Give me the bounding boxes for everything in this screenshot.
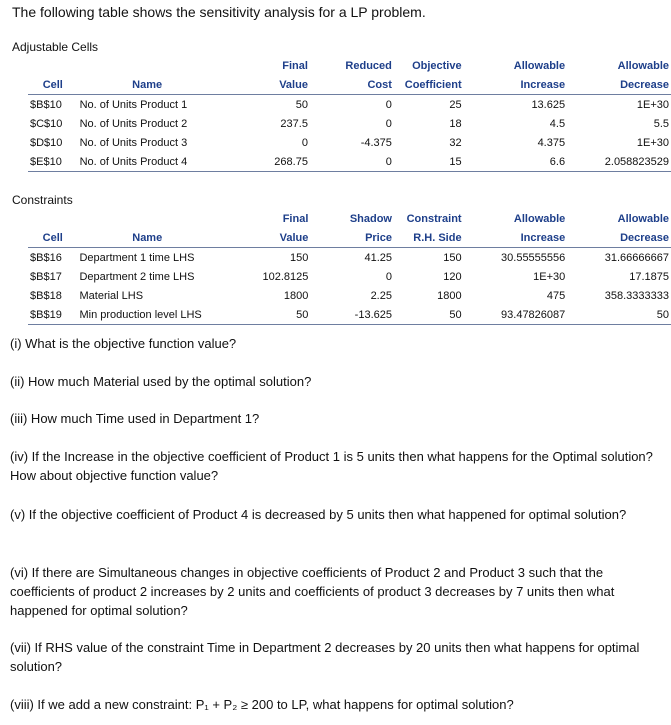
table-cell: Department 2 time LHS (79, 270, 195, 283)
table-cell: -4.375 (360, 136, 392, 149)
table-cell: 50 (394, 305, 464, 325)
table-cell: 1800 (283, 289, 309, 302)
table-cell: 50 (295, 98, 308, 111)
header-cell: Value (217, 228, 310, 248)
table-cell: $E$10 (28, 152, 78, 172)
table-cell: 41.25 (364, 251, 392, 264)
question-viii: (viii) If we add a new constraint: P₁ + P₂ ≥ 200 to LP, what happens for optimal solution? (10, 697, 514, 712)
header-cell: Name (77, 228, 217, 248)
table-cell: 358.3333333 (604, 289, 669, 302)
table-cell: 237.5 (280, 117, 308, 130)
table-header-row (28, 209, 671, 228)
table-cell: 120 (443, 270, 462, 283)
header-cell: Coefficient (394, 75, 464, 95)
table-cell: No. of Units Product 2 (79, 117, 188, 130)
table-cell: 6.6 (464, 152, 567, 172)
table-row (28, 286, 671, 305)
adjustable-cells-title: Adjustable Cells (12, 40, 99, 54)
table-cell: 50 (217, 305, 310, 325)
header-cell: Final (282, 59, 308, 72)
header-cell: Cell (28, 228, 77, 248)
table-cell: $D$10 (30, 136, 63, 149)
table-cell: 5.5 (653, 117, 669, 130)
table-cell: 268.75 (217, 152, 310, 172)
header-cell: Name (78, 75, 217, 95)
header-cell: Allowable (617, 59, 669, 72)
header-cell: Allowable (513, 212, 566, 225)
header-cell: Increase (464, 75, 567, 95)
question-v: (v) If the objective coefficient of Product 4 is decreased by 5 units then what happened for optimal solution? (10, 507, 627, 522)
intro-text: The following table shows the sensitivity analysis for a LP problem. (12, 4, 426, 20)
table-cell: 0 (385, 270, 392, 283)
table-cell: 32 (449, 136, 462, 149)
header-cell: Decrease (567, 228, 671, 248)
table-cell: No. of Units Product 1 (79, 98, 188, 111)
header-cell (77, 209, 217, 228)
table-cell: 2.058823529 (567, 152, 671, 172)
table-cell: Material LHS (79, 289, 144, 302)
table-cell: $C$10 (30, 117, 63, 130)
table-cell: 475 (546, 289, 566, 302)
table-cell: 15 (394, 152, 464, 172)
table-cell: 1800 (437, 289, 462, 302)
table-cell: 4.375 (537, 136, 566, 149)
table-header-row (28, 56, 671, 75)
question-ii: (ii) How much Material used by the optimal solution? (10, 374, 312, 389)
header-cell: Price (310, 228, 394, 248)
table-cell: 0 (301, 136, 308, 149)
table-cell: $B$16 (30, 251, 62, 264)
table-header-row (28, 75, 671, 95)
header-cell (28, 209, 77, 228)
header-cell: Allowable (617, 212, 669, 225)
question-vi: (vi) If there are Simultaneous changes in objective coefficients of Product 2 and Product 3 such that the coefficients of product 2 increases by 2 units and coefficients of product 3 decreases by 7 units then what happened for optimal solution? (10, 565, 615, 618)
header-cell: Cell (28, 75, 78, 95)
table-row (28, 133, 671, 152)
table-cell: 17.1875 (629, 270, 669, 283)
table-cell: -13.625 (310, 305, 394, 325)
table-cell: No. of Units Product 3 (79, 136, 188, 149)
table-cell: $B$17 (30, 270, 62, 283)
header-cell: Value (217, 75, 310, 95)
table-cell: 150 (443, 251, 462, 264)
table-cell: 25 (449, 98, 462, 111)
header-cell: Shadow (349, 212, 392, 225)
header-cell: Increase (464, 228, 568, 248)
table-cell: $B$19 (28, 305, 77, 325)
table-cell: 13.625 (531, 98, 566, 111)
constraints-table (28, 209, 671, 325)
header-cell: Objective (412, 59, 462, 72)
table-cell: No. of Units Product 4 (78, 152, 217, 172)
constraints-title: Constraints (12, 193, 73, 207)
table-cell: 1E+30 (636, 136, 669, 149)
table-cell: Min production level LHS (77, 305, 217, 325)
table-cell: Department 1 time LHS (79, 251, 195, 264)
table-header-row (28, 228, 671, 248)
question-iv: (iv) If the Increase in the objective coefficient of Product 1 is 5 units then what happens for the Optimal solution? How about objective function value? (10, 449, 653, 483)
table-row (28, 114, 671, 133)
header-cell: Allowable (513, 59, 566, 72)
header-cell (78, 56, 217, 75)
header-cell: Constraint (406, 212, 462, 225)
table-cell: $B$18 (30, 289, 62, 302)
header-cell: Final (282, 212, 309, 225)
table-row (28, 248, 671, 268)
question-vii: (vii) If RHS value of the constraint Time in Department 2 decreases by 20 units then what happens for optimal solution? (10, 640, 640, 674)
header-cell: Cost (310, 75, 394, 95)
table-cell: 2.25 (370, 289, 392, 302)
table-cell: 1E+30 (636, 98, 669, 111)
header-cell (28, 56, 78, 75)
table-cell: 0 (385, 117, 392, 130)
header-cell: R.H. Side (394, 228, 464, 248)
table-cell: 102.8125 (262, 270, 309, 283)
table-row (28, 267, 671, 286)
table-cell: 4.5 (549, 117, 566, 130)
table-cell: 31.66666667 (604, 251, 669, 264)
table-cell: 18 (449, 117, 462, 130)
question-i: (i) What is the objective function value? (10, 336, 237, 351)
table-cell: 0 (385, 98, 392, 111)
header-cell: Decrease (567, 75, 671, 95)
table-cell: 93.47826087 (464, 305, 568, 325)
table-row (28, 95, 671, 115)
table-row (28, 305, 671, 325)
question-iii: (iii) How much Time used in Department 1? (10, 411, 260, 426)
header-cell: Reduced (345, 59, 392, 72)
table-cell: 1E+30 (533, 270, 566, 283)
table-cell: 30.55555556 (501, 251, 566, 264)
table-cell: 50 (567, 305, 671, 325)
table-cell: $B$10 (30, 98, 62, 111)
table-cell: 150 (290, 251, 309, 264)
table-cell: 0 (310, 152, 394, 172)
adjustable-cells-table (28, 56, 671, 172)
table-row (28, 152, 671, 172)
